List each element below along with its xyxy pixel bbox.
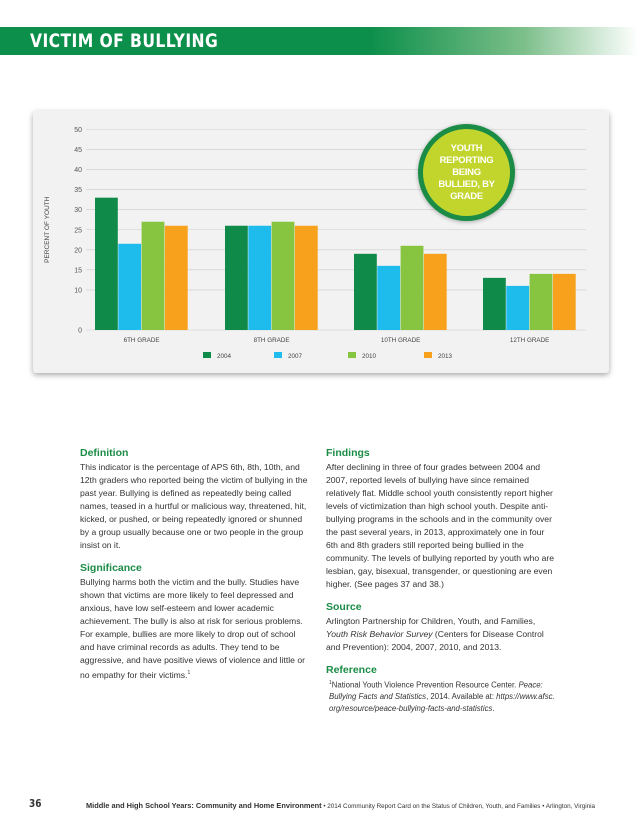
x-category-label: 8TH GRADE <box>253 337 290 344</box>
page-title: VICTIM OF BULLYING <box>30 30 219 52</box>
x-category-label: 12TH GRADE <box>509 337 550 344</box>
source-paragraph <box>326 615 558 654</box>
left-column <box>80 447 312 692</box>
bar-2004-4 <box>483 278 506 330</box>
bar-2010-1 <box>142 222 165 330</box>
findings-text: After declining in three of four grades between 2004 and 2007, reported levels of bullying have since remained relatively flat. Middle school youth consistently report higher levels of victimization than high school youth. Despite anti-bullying programs in the schools and in the community over the past several years, in 2013, approximately one in four 6th and 8th graders still reported being bullied in the community. The levels of bullying reported by youth who are lesbian, gay, bisexual, transgender, or questioning are even higher. (See pages 37 and 38.) <box>326 462 555 589</box>
legend-label-2010: 2010 <box>362 353 377 360</box>
legend-label-2007: 2007 <box>288 353 303 360</box>
source-text-a: Arlington Partnership for Children, Youth, and Families, <box>326 616 536 626</box>
chart-title-badge <box>418 124 515 221</box>
page-number: 36 <box>29 798 42 810</box>
footnote-mark: 1 <box>187 670 191 676</box>
source-text-b: (Centers for Disease Control and Prevention): 2004, 2007, 2010, and 2013. <box>326 629 544 652</box>
bar-chart <box>33 111 609 373</box>
y-tick-label: 45 <box>74 147 82 155</box>
right-column <box>326 447 558 724</box>
bar-2004-3 <box>354 254 377 330</box>
legend-swatch-2007 <box>274 352 282 358</box>
source-heading: Source <box>326 601 362 613</box>
bar-2010-2 <box>272 222 295 330</box>
bar-2013-2 <box>295 226 318 330</box>
bar-2013-1 <box>165 226 188 330</box>
significance-heading: Significance <box>80 562 142 574</box>
y-axis-label: PERCENT OF YOUTH <box>44 196 51 263</box>
chart-panel <box>33 111 609 373</box>
x-category-label: 10TH GRADE <box>380 337 421 344</box>
significance-paragraph <box>80 576 312 682</box>
reference-end: . <box>492 703 495 713</box>
legend-label-2013: 2013 <box>438 353 453 360</box>
y-tick-label: 50 <box>74 127 82 134</box>
x-category-label: 6TH GRADE <box>123 337 160 344</box>
legend-label-2004: 2004 <box>217 353 232 360</box>
legend-swatch-2004 <box>203 352 211 358</box>
bar-2004-2 <box>225 226 248 330</box>
legend-swatch-2013 <box>424 352 432 358</box>
footer-text <box>86 801 595 810</box>
reference-url[interactable]: https://www.afsc.org/resource/peace-bullying-facts-and-statistics <box>329 692 555 713</box>
y-tick-label: 10 <box>74 287 82 295</box>
definition-heading: Definition <box>80 447 129 459</box>
reference-text-b: , 2014. Available at: <box>426 692 497 702</box>
bar-2004-1 <box>95 198 118 330</box>
reference-title: Peace: Bullying Facts and Statistics <box>329 680 543 702</box>
bar-2007-3 <box>377 266 400 330</box>
reference-text-a: National Youth Violence Prevention Resource Center. <box>331 680 519 690</box>
reference-paragraph <box>326 678 558 714</box>
definition-text: This indicator is the percentage of APS 6th, 8th, 10th, and 12th graders who reported being the victim of bullying in the past year. Bullying is defined as repeatedly being called names, teased in a hurtful or malicious way, threatened, hit, kicked, or pushed, or being repeatedly ignored or shunned by a group usually because one or two people in the group insist on it. <box>80 462 308 550</box>
significance-text: Bullying harms both the victim and the bully. Studies have shown that victims are more likely to feel depressed and anxious, have low self-esteem and lower academic achievement. The bully is also at risk for serious problems. For example, bullies are more likely to drop out of school and have criminal records as adults. They tend to be aggressive, and have positive views of violence and little or no empathy for their victims. <box>80 577 305 680</box>
bar-2013-4 <box>553 274 576 330</box>
bar-2007-1 <box>118 244 141 330</box>
bar-2007-4 <box>506 286 529 330</box>
reference-heading: Reference <box>326 664 377 676</box>
bar-2007-2 <box>248 226 271 330</box>
footer-section: Middle and High School Years: Community and Home Environment <box>86 801 322 810</box>
y-tick-label: 20 <box>74 247 82 255</box>
findings-heading: Findings <box>326 447 370 459</box>
legend-swatch-2010 <box>348 352 356 358</box>
y-tick-label: 25 <box>74 227 82 235</box>
chart-title: YOUTH REPORTING BEING BULLIED, BY GRADE <box>438 142 495 202</box>
page-footer <box>0 795 638 817</box>
y-tick-label: 15 <box>74 267 82 275</box>
footer-rest: • 2014 Community Report Card on the Status of Children, Youth, and Families • Arlington, Virginia <box>321 803 596 810</box>
bar-2010-4 <box>530 274 553 330</box>
source-survey-title: Youth Risk Behavior Survey <box>326 629 433 639</box>
reference-mark: 1 <box>329 680 332 686</box>
bar-2010-3 <box>401 246 424 330</box>
y-tick-label: 35 <box>74 187 82 195</box>
y-tick-label: 40 <box>74 167 82 175</box>
bar-2013-3 <box>424 254 447 330</box>
y-tick-label: 0 <box>78 327 82 335</box>
y-tick-label: 30 <box>74 207 82 215</box>
title-banner <box>0 27 638 55</box>
